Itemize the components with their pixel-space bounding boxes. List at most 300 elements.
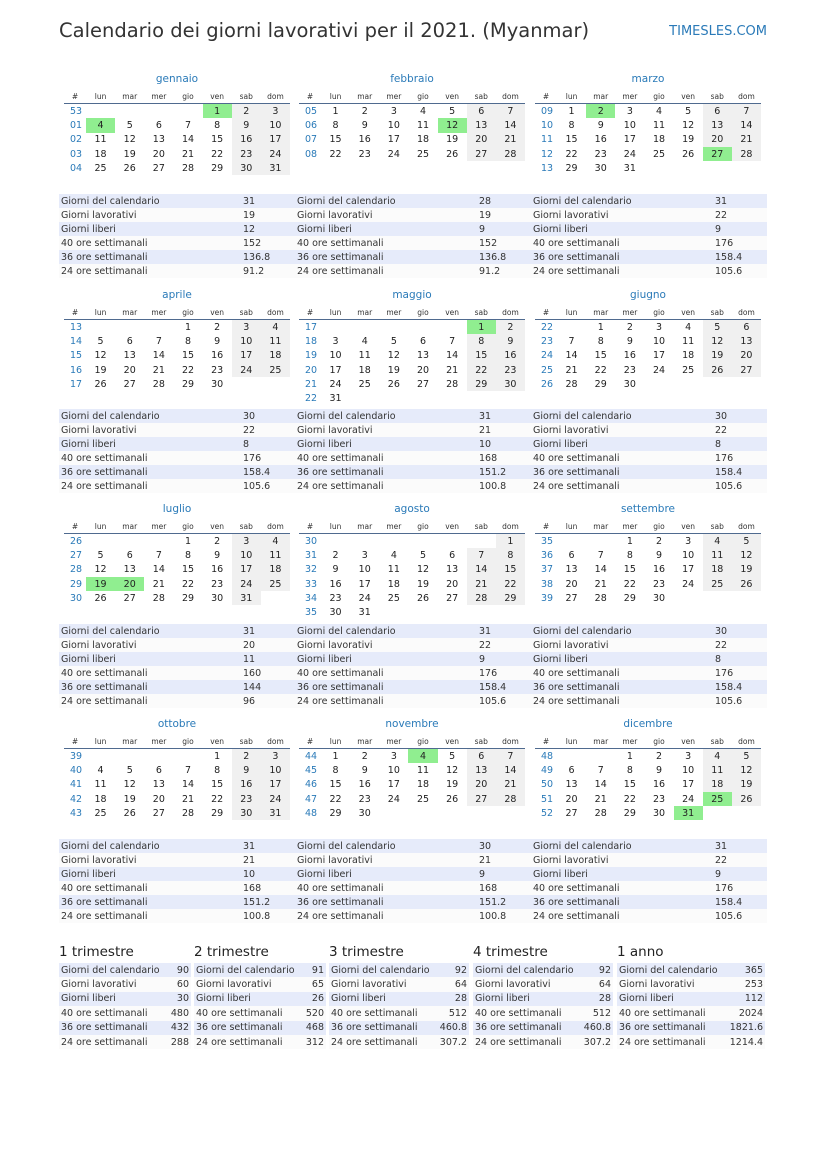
stat-value: 11 [241, 652, 295, 666]
stat-row [194, 963, 326, 977]
day-cell: 30 [232, 161, 261, 175]
day-cell: 11 [94, 779, 107, 791]
day-cell: 4 [703, 749, 732, 764]
day-cell: 15 [329, 134, 342, 146]
weekday-header: mar [115, 520, 144, 534]
stat-value: 105.6 [713, 479, 767, 493]
week-row [64, 363, 290, 377]
day-cell: 21 [152, 578, 165, 590]
month-stats [531, 624, 767, 708]
stat-label: Giorni del calendario [531, 409, 713, 423]
stat-row [295, 867, 531, 881]
week-row [535, 548, 761, 562]
weekday-header: ven [438, 90, 467, 104]
week-row [299, 118, 525, 132]
day-cell: 25 [416, 793, 430, 805]
day-cell: 18 [682, 350, 695, 362]
day-cell: 11 [416, 119, 430, 131]
day-cell: 20 [565, 793, 578, 805]
day-cell: 18 [261, 563, 290, 577]
day-cell: 25 [94, 807, 107, 819]
stat-label: 24 ore settimanali [531, 909, 713, 923]
stat-value: 158.4 [713, 895, 767, 909]
day-cell: 21 [496, 778, 525, 792]
day-cell: 29 [565, 162, 578, 174]
day-cell: 27 [467, 147, 496, 161]
day-cell: 17 [261, 778, 290, 792]
week-header: # [64, 735, 86, 749]
day-cell: 23 [358, 148, 371, 160]
day-cell: 3 [685, 750, 692, 762]
day-cell: 18 [358, 364, 371, 376]
day-cell [644, 161, 673, 175]
day-cell [144, 320, 173, 335]
weekday-header: gio [173, 735, 202, 749]
day-cell: 13 [123, 350, 136, 362]
week-row [535, 104, 761, 119]
stat-row [531, 437, 767, 451]
week-row [535, 591, 761, 605]
stat-value: 307.2 [580, 1035, 613, 1049]
day-cell: 17 [387, 134, 400, 146]
stat-label: Giorni del calendario [59, 839, 241, 853]
stat-label: 40 ore settimanali [295, 881, 477, 895]
day-cell: 21 [181, 148, 195, 160]
day-cell [86, 534, 115, 549]
week-row [535, 792, 761, 806]
stat-label: Giorni del calendario [531, 839, 713, 853]
stat-label: Giorni del calendario [531, 624, 713, 638]
day-cell: 16 [232, 778, 261, 792]
month-stats [295, 194, 531, 278]
day-cell: 3 [626, 105, 633, 117]
weekday-header: mer [615, 306, 644, 320]
weekday-header: sab [232, 520, 261, 534]
day-cell: 14 [152, 350, 165, 362]
month-grid [64, 306, 290, 391]
weekday-header: ven [203, 90, 232, 104]
week-row [535, 334, 761, 348]
day-cell: 3 [232, 534, 261, 549]
month-stats [59, 409, 295, 493]
day-cell: 22 [181, 578, 195, 590]
day-cell: 20 [123, 364, 136, 376]
stat-label: 24 ore settimanali [59, 264, 241, 278]
stat-label: Giorni lavorativi [531, 423, 713, 437]
week-row [535, 563, 761, 577]
weekday-header: mer [379, 90, 408, 104]
day-cell: 25 [703, 577, 732, 591]
stat-label: 24 ore settimanali [59, 479, 241, 493]
day-cell: 4 [703, 534, 732, 549]
day-cell: 23 [358, 793, 371, 805]
weekday-header: sab [232, 735, 261, 749]
stat-value: 31 [477, 624, 531, 638]
week-number: 25 [541, 364, 554, 376]
stat-value: 100.8 [241, 909, 295, 923]
stat-label: 24 ore settimanali [59, 1035, 167, 1049]
day-cell: 10 [329, 350, 342, 362]
stat-label: Giorni del calendario [59, 409, 241, 423]
day-cell: 26 [94, 378, 107, 390]
stat-value: 21 [477, 423, 531, 437]
weekday-header: mar [350, 90, 379, 104]
weekday-header: sab [467, 306, 496, 320]
weekday-header: sab [703, 520, 732, 534]
day-cell: 30 [211, 378, 224, 390]
stat-row [59, 839, 295, 853]
stat-row [295, 194, 531, 208]
stat-label: 36 ore settimanali [59, 1021, 167, 1035]
weekday-header: lun [557, 520, 586, 534]
stat-row [531, 250, 767, 264]
stat-row [295, 652, 531, 666]
stat-row [295, 666, 531, 680]
day-cell: 21 [565, 364, 578, 376]
day-cell: 6 [419, 335, 427, 347]
day-cell: 11 [94, 134, 107, 146]
week-header: # [535, 90, 557, 104]
month-grid [535, 520, 761, 605]
weekday-header: mer [144, 90, 173, 104]
day-cell: 25 [387, 592, 400, 604]
day-cell [261, 591, 290, 605]
stat-row [59, 977, 191, 991]
stat-label: Giorni lavorativi [531, 208, 713, 222]
day-cell: 29 [467, 377, 496, 391]
month-name: marzo [631, 73, 665, 85]
day-cell: 7 [597, 764, 604, 776]
day-cell: 9 [232, 118, 261, 132]
day-cell: 3 [390, 750, 397, 762]
month-name: maggio [392, 289, 432, 301]
day-cell: 26 [732, 792, 761, 806]
stat-label: Giorni liberi [295, 437, 477, 451]
day-cell: 13 [732, 334, 761, 348]
stat-value: 30 [477, 839, 531, 853]
weekday-header: gio [173, 306, 202, 320]
day-cell: 7 [184, 119, 192, 131]
day-cell: 25 [703, 792, 732, 806]
day-cell: 7 [155, 549, 162, 561]
day-cell: 19 [446, 134, 459, 146]
stat-row [59, 451, 295, 465]
stat-value: 20 [241, 638, 295, 652]
day-cell: 11 [682, 335, 695, 347]
stat-value: 19 [241, 208, 295, 222]
day-cell: 22 [496, 577, 525, 591]
stat-row [473, 1006, 613, 1020]
stat-value: 28 [477, 194, 531, 208]
stat-label: 40 ore settimanali [59, 666, 241, 680]
month-grid [535, 90, 761, 175]
stat-label: Giorni liberi [295, 867, 477, 881]
stat-value: 8 [241, 437, 295, 451]
stat-row [329, 1006, 469, 1020]
week-number: 19 [305, 350, 318, 362]
day-cell: 16 [623, 350, 636, 362]
day-cell: 12 [387, 350, 400, 362]
day-cell: 23 [652, 793, 666, 805]
week-number: 22 [305, 393, 318, 405]
day-cell: 24 [358, 592, 371, 604]
stat-row [531, 680, 767, 694]
day-cell: 17 [682, 564, 695, 576]
stat-row [295, 909, 531, 923]
day-cell: 22 [329, 148, 342, 160]
day-cell: 24 [387, 793, 400, 805]
day-cell: 12 [416, 564, 430, 576]
week-row [299, 334, 525, 348]
day-cell [144, 749, 173, 764]
stat-value: 64 [436, 977, 469, 991]
week-number: 04 [70, 162, 83, 174]
period-stats [473, 963, 613, 1049]
stat-value: 144 [241, 680, 295, 694]
stat-label: Giorni lavorativi [59, 638, 241, 652]
week-number: 01 [70, 119, 83, 131]
day-cell [557, 534, 586, 549]
stat-label: Giorni liberi [531, 867, 713, 881]
day-cell: 23 [652, 578, 666, 590]
day-cell: 3 [685, 535, 692, 547]
day-cell: 27 [467, 792, 496, 806]
day-cell: 26 [123, 807, 136, 819]
day-cell: 28 [446, 378, 459, 390]
stat-row [295, 423, 531, 437]
day-cell: 18 [387, 578, 400, 590]
weekday-header: dom [261, 735, 290, 749]
week-row [64, 377, 290, 391]
day-cell: 20 [416, 364, 430, 376]
stat-label: Giorni del calendario [473, 963, 580, 977]
day-cell: 2 [214, 535, 221, 547]
day-cell: 13 [703, 118, 732, 132]
week-number: 37 [541, 564, 554, 576]
day-cell: 30 [594, 162, 607, 174]
week-row [64, 778, 290, 792]
day-cell: 20 [446, 578, 459, 590]
week-number: 48 [305, 807, 318, 819]
stat-row [59, 264, 295, 278]
week-row [535, 778, 761, 792]
month-name: agosto [394, 503, 430, 515]
stat-label: Giorni lavorativi [295, 638, 477, 652]
day-cell: 12 [732, 763, 761, 777]
stat-value: 1821.6 [725, 1021, 765, 1035]
weekday-header: lun [557, 90, 586, 104]
day-cell: 3 [261, 104, 290, 119]
stat-row [531, 694, 767, 708]
day-cell: 18 [652, 134, 666, 146]
stat-row [59, 1035, 191, 1049]
day-cell: 31 [261, 806, 290, 820]
week-row [299, 548, 525, 562]
stat-value: 9 [477, 222, 531, 236]
stat-label: Giorni lavorativi [59, 977, 167, 991]
stat-label: Giorni liberi [59, 437, 241, 451]
month-name: gennaio [155, 73, 199, 85]
month-grid [299, 520, 525, 620]
day-cell [703, 377, 732, 391]
day-cell: 5 [732, 749, 761, 764]
stat-value: 160 [241, 666, 295, 680]
weekday-header: dom [261, 306, 290, 320]
day-cell: 9 [655, 764, 663, 776]
day-cell: 12 [438, 118, 467, 132]
weekday-header: gio [173, 520, 202, 534]
day-cell: 27 [152, 807, 165, 819]
day-cell: 29 [623, 592, 636, 604]
week-number: 14 [70, 335, 83, 347]
day-cell: 24 [232, 577, 261, 591]
day-cell: 10 [358, 564, 371, 576]
day-cell [350, 391, 379, 405]
stat-label: Giorni lavorativi [531, 638, 713, 652]
day-cell [408, 605, 437, 619]
day-cell: 11 [358, 350, 371, 362]
stat-label: Giorni lavorativi [531, 853, 713, 867]
stat-label: 24 ore settimanali [295, 479, 477, 493]
day-cell: 30 [211, 592, 224, 604]
day-cell [379, 605, 408, 619]
day-cell: 3 [655, 321, 663, 333]
stat-row [194, 1006, 326, 1020]
period-title: 3 trimestre [329, 944, 404, 960]
week-number: 09 [541, 105, 554, 117]
stat-value: 22 [477, 638, 531, 652]
week-row [299, 806, 525, 820]
brand-link[interactable]: TIMESLES.COM [669, 24, 767, 39]
week-row [64, 548, 290, 562]
stat-label: Giorni del calendario [59, 963, 167, 977]
day-cell: 14 [594, 779, 607, 791]
day-cell: 17 [623, 134, 636, 146]
day-cell [438, 605, 467, 619]
day-cell [86, 320, 115, 335]
stat-label: Giorni lavorativi [194, 977, 302, 991]
day-cell [408, 320, 437, 335]
stat-value: 176 [477, 666, 531, 680]
week-number: 34 [305, 592, 318, 604]
weekday-header: mar [115, 735, 144, 749]
day-cell: 14 [181, 134, 195, 146]
stat-value: 22 [713, 853, 767, 867]
period-title: 4 trimestre [473, 944, 548, 960]
stat-row [531, 638, 767, 652]
stat-value: 10 [241, 867, 295, 881]
day-cell: 8 [184, 335, 192, 347]
week-number: 16 [70, 364, 83, 376]
stat-label: 24 ore settimanali [59, 909, 241, 923]
day-cell [379, 534, 408, 549]
weekday-header: mer [144, 306, 173, 320]
stat-label: Giorni liberi [617, 992, 725, 1006]
day-cell: 26 [682, 148, 695, 160]
day-cell: 4 [685, 321, 692, 333]
month-name: dicembre [623, 718, 673, 730]
day-cell: 21 [152, 364, 165, 376]
day-cell: 17 [232, 563, 261, 577]
stat-value: 253 [725, 977, 765, 991]
day-cell: 23 [623, 364, 636, 376]
month-dicembre [535, 717, 761, 820]
day-cell: 2 [214, 321, 221, 333]
week-number: 06 [305, 119, 318, 131]
stat-row [59, 194, 295, 208]
stat-label: 36 ore settimanali [531, 465, 713, 479]
stat-label: 40 ore settimanali [59, 881, 241, 895]
week-row [299, 377, 525, 391]
month-grid [299, 735, 525, 820]
stat-row [59, 222, 295, 236]
day-cell: 30 [232, 806, 261, 820]
day-cell: 6 [155, 764, 162, 776]
weekday-header: mar [350, 520, 379, 534]
day-cell: 1 [184, 321, 192, 333]
week-row [535, 763, 761, 777]
week-number: 17 [305, 321, 318, 333]
day-cell: 14 [496, 763, 525, 777]
day-cell: 19 [416, 578, 430, 590]
day-cell: 27 [703, 147, 732, 161]
weekday-header: mar [586, 306, 615, 320]
day-cell: 16 [329, 578, 342, 590]
stat-row [295, 250, 531, 264]
day-cell: 12 [446, 764, 459, 776]
day-cell: 14 [446, 350, 459, 362]
stat-label: 24 ore settimanali [194, 1035, 302, 1049]
week-number: 22 [541, 321, 554, 333]
day-cell: 1 [568, 105, 575, 117]
stat-value: 91.2 [477, 264, 531, 278]
day-cell: 19 [446, 779, 459, 791]
day-cell [115, 104, 144, 119]
day-cell: 20 [703, 133, 732, 147]
day-cell: 11 [703, 548, 732, 562]
stat-value: 158.4 [713, 250, 767, 264]
week-header: # [299, 520, 321, 534]
stat-value: 28 [580, 992, 613, 1006]
day-cell: 10 [232, 548, 261, 562]
day-cell: 13 [467, 763, 496, 777]
stat-row [295, 451, 531, 465]
day-cell: 3 [332, 335, 339, 347]
weekday-header: gio [644, 306, 673, 320]
day-cell: 9 [361, 764, 368, 776]
day-cell: 9 [232, 763, 261, 777]
day-cell [321, 534, 350, 549]
month-grid [535, 306, 761, 391]
day-cell: 30 [623, 378, 636, 390]
day-cell: 12 [703, 334, 732, 348]
day-cell: 25 [94, 162, 107, 174]
stat-label: Giorni del calendario [617, 963, 725, 977]
stat-label: 40 ore settimanali [531, 881, 713, 895]
stat-row [59, 881, 295, 895]
day-cell: 8 [626, 549, 633, 561]
day-cell: 31 [261, 161, 290, 175]
day-cell [173, 749, 202, 764]
stat-value: 2024 [725, 1006, 765, 1020]
day-cell: 25 [416, 148, 430, 160]
day-cell: 22 [565, 148, 578, 160]
week-number: 26 [541, 378, 554, 390]
weekday-header: gio [408, 520, 437, 534]
day-cell: 8 [332, 119, 339, 131]
weekday-header: mer [379, 306, 408, 320]
weekday-header: ven [203, 735, 232, 749]
